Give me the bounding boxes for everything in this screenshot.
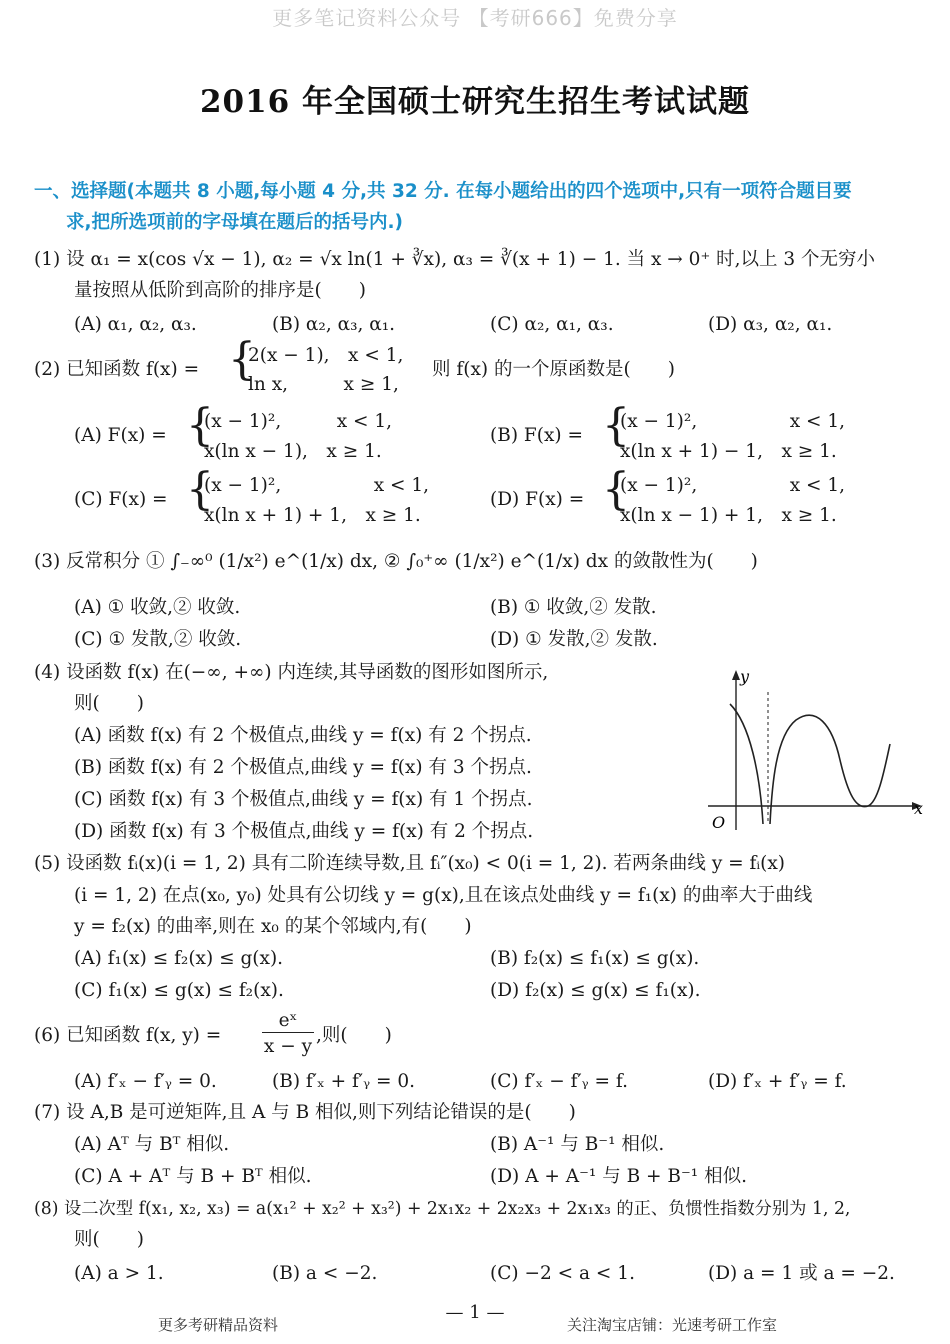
- q5-stem-3: y = f₂(x) 的曲率,则在 x₀ 的某个邻域内,有( ): [74, 916, 472, 937]
- q5-stem-2: (i = 1, 2) 在点(x₀, y₀) 处具有公切线 y = g(x),且在该点处曲线 y = f₁(x) 的曲率大于曲线: [74, 885, 813, 906]
- watermark: 更多笔记资料公众号 【考研666】免费分享: [272, 6, 678, 30]
- q5-option-d: (D) f₂(x) ≤ g(x) ≤ f₁(x).: [490, 980, 701, 1001]
- q2-option-b: (B) F(x) =: [490, 425, 583, 446]
- q6-option-c: (C) f′ₓ − f′ᵧ = f.: [490, 1071, 628, 1092]
- q2-case-1: 2(x − 1), x < 1,: [248, 345, 404, 366]
- q7-option-c: (C) A + Aᵀ 与 B + Bᵀ 相似.: [74, 1166, 312, 1187]
- q6-fraction-denominator: x − y: [263, 1036, 313, 1057]
- q2-option-c: (C) F(x) =: [74, 489, 168, 510]
- q2-option-d-brace: {: [602, 464, 630, 515]
- q1-stem: (1) 设 α₁ = x(cos √x − 1), α₂ = √x ln(1 + ∛x), α₃ = ∛(x + 1) − 1. 当 x → 0⁺ 时,以上 3 个无穷小: [34, 249, 876, 270]
- q4-option-c: (C) 函数 f(x) 有 3 个极值点,曲线 y = f(x) 有 1 个拐点.: [74, 789, 533, 810]
- q7-option-a: (A) Aᵀ 与 Bᵀ 相似.: [74, 1134, 230, 1155]
- q8-option-a: (A) a > 1.: [74, 1263, 164, 1284]
- q5-option-c: (C) f₁(x) ≤ g(x) ≤ f₂(x).: [74, 980, 284, 1001]
- q8-option-d: (D) a = 1 或 a = −2.: [708, 1263, 895, 1284]
- q1-option-b: (B) α₂, α₃, α₁.: [272, 314, 396, 335]
- x-axis-label: x: [914, 799, 924, 818]
- q2-option-d-case-2: x(ln x − 1) + 1, x ≥ 1.: [620, 505, 837, 526]
- q2-option-b-brace: {: [602, 400, 630, 451]
- q2-option-d-case-1: (x − 1)², x < 1,: [620, 475, 846, 496]
- page-number: — 1 —: [445, 1302, 505, 1323]
- q8-stem-2: 则( ): [74, 1229, 144, 1250]
- q5-stem: (5) 设函数 fᵢ(x)(i = 1, 2) 具有二阶连续导数,且 fᵢ″(x₀) < 0(i = 1, 2). 若两条曲线 y = fᵢ(x): [34, 853, 785, 874]
- q6-option-b: (B) f′ₓ + f′ᵧ = 0.: [272, 1071, 415, 1092]
- curve-right-branch: [770, 715, 890, 824]
- origin-label: O: [712, 813, 726, 832]
- q2-option-a: (A) F(x) =: [74, 425, 167, 446]
- q4-option-a: (A) 函数 f(x) 有 2 个极值点,曲线 y = f(x) 有 2 个拐点.: [74, 725, 532, 746]
- q6-option-a: (A) f′ₓ − f′ᵧ = 0.: [74, 1071, 217, 1092]
- q2-option-b-case-2: x(ln x + 1) − 1, x ≥ 1.: [620, 441, 837, 462]
- q8-option-b: (B) a < −2.: [272, 1263, 378, 1284]
- q6-option-d: (D) f′ₓ + f′ᵧ = f.: [708, 1071, 847, 1092]
- q2-option-c-brace: {: [186, 464, 214, 515]
- q2-stem-suffix: 则 f(x) 的一个原函数是( ): [432, 359, 675, 380]
- q3-option-c: (C) ① 发散,② 收敛.: [74, 629, 242, 650]
- derivative-graph: [700, 664, 930, 842]
- q7-option-d: (D) A + A⁻¹ 与 B + B⁻¹ 相似.: [490, 1166, 747, 1187]
- q4-option-d: (D) 函数 f(x) 有 3 个极值点,曲线 y = f(x) 有 2 个拐点.: [74, 821, 534, 842]
- q1-option-c: (C) α₂, α₁, α₃.: [490, 314, 614, 335]
- q3-stem: (3) 反常积分 ① ∫₋∞⁰ (1/x²) e^(1/x) dx, ② ∫₀⁺∞ (1/x²) e^(1/x) dx 的敛散性为( ): [34, 551, 758, 572]
- q5-option-b: (B) f₂(x) ≤ f₁(x) ≤ g(x).: [490, 948, 700, 969]
- q6-stem-suffix: ,则( ): [316, 1025, 392, 1046]
- q8-option-c: (C) −2 < a < 1.: [490, 1263, 635, 1284]
- q1-option-a: (A) α₁, α₂, α₃.: [74, 314, 197, 335]
- q5-option-a: (A) f₁(x) ≤ f₂(x) ≤ g(x).: [74, 948, 284, 969]
- q2-option-b-case-1: (x − 1)², x < 1,: [620, 411, 846, 432]
- section-heading: [34, 176, 924, 238]
- q7-option-b: (B) A⁻¹ 与 B⁻¹ 相似.: [490, 1134, 665, 1155]
- q2-option-d: (D) F(x) =: [490, 489, 585, 510]
- section-line-2: 求,把所选项前的字母填在题后的括号内.): [66, 212, 404, 233]
- q1-option-d: (D) α₃, α₂, α₁.: [708, 314, 833, 335]
- q2-brace: {: [228, 334, 256, 385]
- q7-stem: (7) 设 A,B 是可逆矩阵,且 A 与 B 相似,则下列结论错误的是( ): [34, 1102, 576, 1123]
- q6-stem-prefix: (6) 已知函数 f(x, y) =: [34, 1025, 222, 1046]
- q2-option-a-case-1: (x − 1)², x < 1,: [204, 411, 393, 432]
- q1-stem-2: 量按照从低阶到高阶的排序是( ): [74, 280, 366, 301]
- q3-option-b: (B) ① 收敛,② 发散.: [490, 597, 657, 618]
- footer-right-text: 关注淘宝店铺：光速考研工作室: [567, 1316, 778, 1334]
- q2-option-c-case-1: (x − 1)², x < 1,: [204, 475, 430, 496]
- q3-option-a: (A) ① 收敛,② 收敛.: [74, 597, 241, 618]
- q2-stem-prefix: (2) 已知函数 f(x) =: [34, 359, 200, 380]
- q3-option-d: (D) ① 发散,② 发散.: [490, 629, 658, 650]
- q2-option-a-brace: {: [186, 400, 214, 451]
- q8-stem: (8) 设二次型 f(x₁, x₂, x₃) = a(x₁² + x₂² + x₃²) + 2x₁x₂ + 2x₂x₃ + 2x₁x₃ 的正、负惯性指数分别为 1, 2,: [34, 1199, 851, 1219]
- q4-option-b: (B) 函数 f(x) 有 2 个极值点,曲线 y = f(x) 有 3 个拐点.: [74, 757, 532, 778]
- q4-stem: (4) 设函数 f(x) 在(−∞, +∞) 内连续,其导函数的图形如图所示,: [34, 662, 549, 683]
- section-line-1: 一、选择题(本题共 8 小题,每小题 4 分,共 32 分. 在每小题给出的四个选项中,只有一项符合题目要: [34, 181, 852, 202]
- page-title: 2016 年全国硕士研究生招生考试试题: [199, 84, 751, 120]
- footer-left-text: 更多考研精品资料: [158, 1316, 279, 1334]
- q2-case-2: ln x, x ≥ 1,: [248, 374, 399, 395]
- q4-stem-2: 则( ): [74, 693, 144, 714]
- y-axis-label: y: [740, 667, 750, 686]
- q6-fraction-numerator: eˣ: [262, 1010, 314, 1033]
- y-axis-arrow: [732, 670, 740, 680]
- q2-option-c-case-2: x(ln x + 1) + 1, x ≥ 1.: [204, 505, 421, 526]
- q2-option-a-case-2: x(ln x − 1), x ≥ 1.: [204, 441, 382, 462]
